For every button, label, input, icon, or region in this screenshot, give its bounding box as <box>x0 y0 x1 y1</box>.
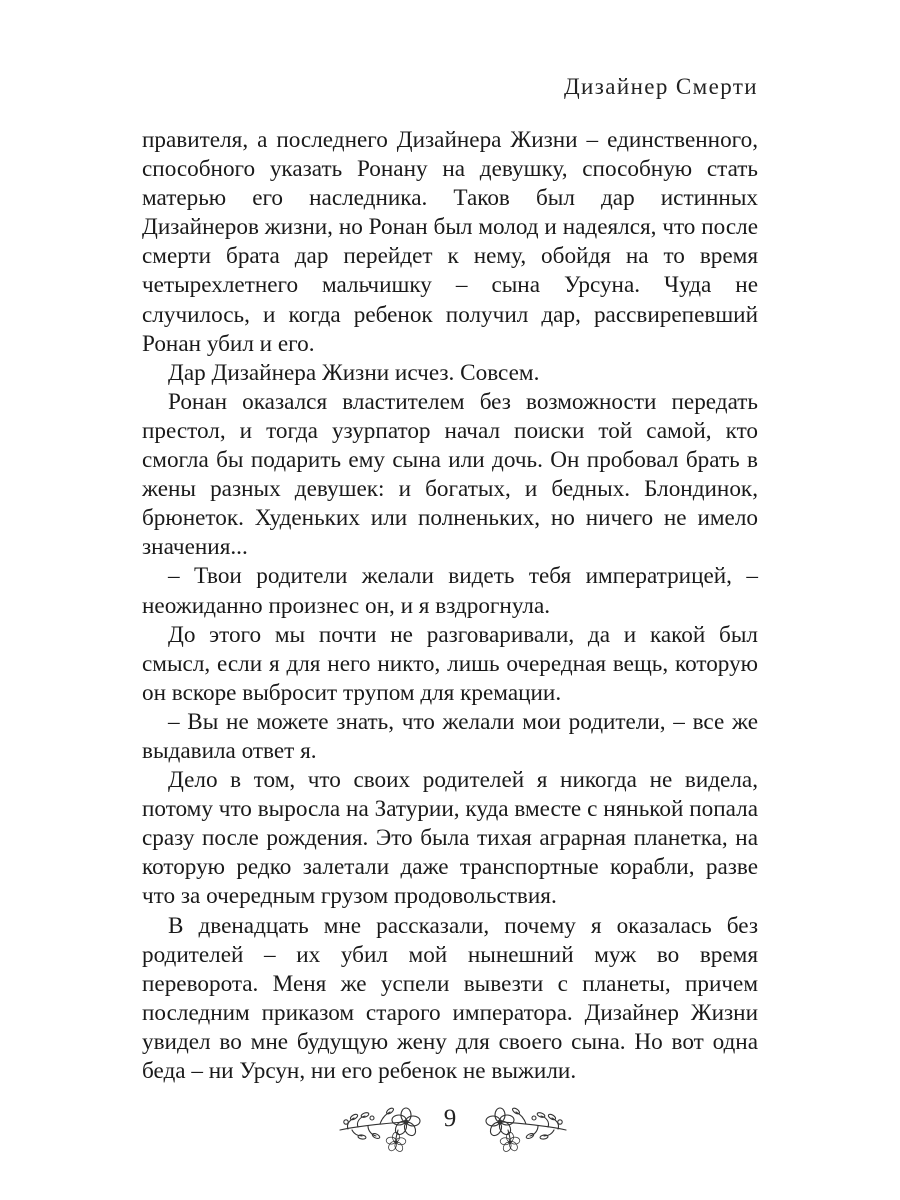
paragraph: – Твои родители желали видеть тебя императрицей, – неожиданно произнес он, и я вздрогнула. <box>142 563 758 619</box>
paragraph: Дело в том, что своих родителей я никогда не видела, потому что выросла на Затурии, куда вместе с нянькой попала сразу после рождения. Это была тихая аграрная планетка, на которую редко залетали даже транспортные корабли, разве что за очередным грузом продовольствия. <box>142 767 758 910</box>
running-title: Дизайнер Смерти <box>563 74 758 99</box>
paragraph: В двенадцать мне рассказали, почему я оказалась без родителей – их убил мой нынешний муж во время переворота. Меня же успели вывезти с планеты, причем последним приказом старого императора. Дизайнер Жизни увидел во мне будущую жену для своего сына. Но вот одна беда – ни Урсун, ни его ребенок не выжили. <box>142 912 758 1084</box>
paragraph: До этого мы почти не разговаривали, да и какой был смысл, если я для него никто, лишь очередная вещь, которую он вскоре выбросит трупом для кремации. <box>142 621 758 706</box>
flower-branch-icon <box>478 1100 568 1156</box>
paragraph: Ронан оказался властителем без возможности передать престол, и тогда узурпатор начал поиски той самой, кто смогла бы подарить ему сына или дочь. Он пробовал брать в жены разных девушек: и богатых, и бедных. Блондинок, брюнеток. Худеньких или полненьких, но ничего не имело значения... <box>142 388 758 561</box>
page-footer <box>0 1098 900 1158</box>
flower-branch-icon <box>338 1100 428 1156</box>
paragraph: правителя, а последнего Дизайнера Жизни – единственного, способного указать Ронану на девушку, способную стать матерью его наследника. Таков был дар истинных Дизайнеров жизни, но Ронан был молод и надеялся, что после смерти брата дар перейдет к нему, обойдя на то время четырехлетнего мальчишку – сына Урсуна. Чуда не случилось, и когда ребенок получил дар, рассвирепевший Ронан убил и его. <box>142 127 758 357</box>
page-number: 9 <box>443 1105 457 1132</box>
paragraph: – Вы не можете знать, что желали мои родители, – все же выдавила ответ я. <box>142 708 758 764</box>
paragraph: Дар Дизайнера Жизни исчез. Совсем. <box>168 359 540 386</box>
body-text <box>142 126 758 1086</box>
